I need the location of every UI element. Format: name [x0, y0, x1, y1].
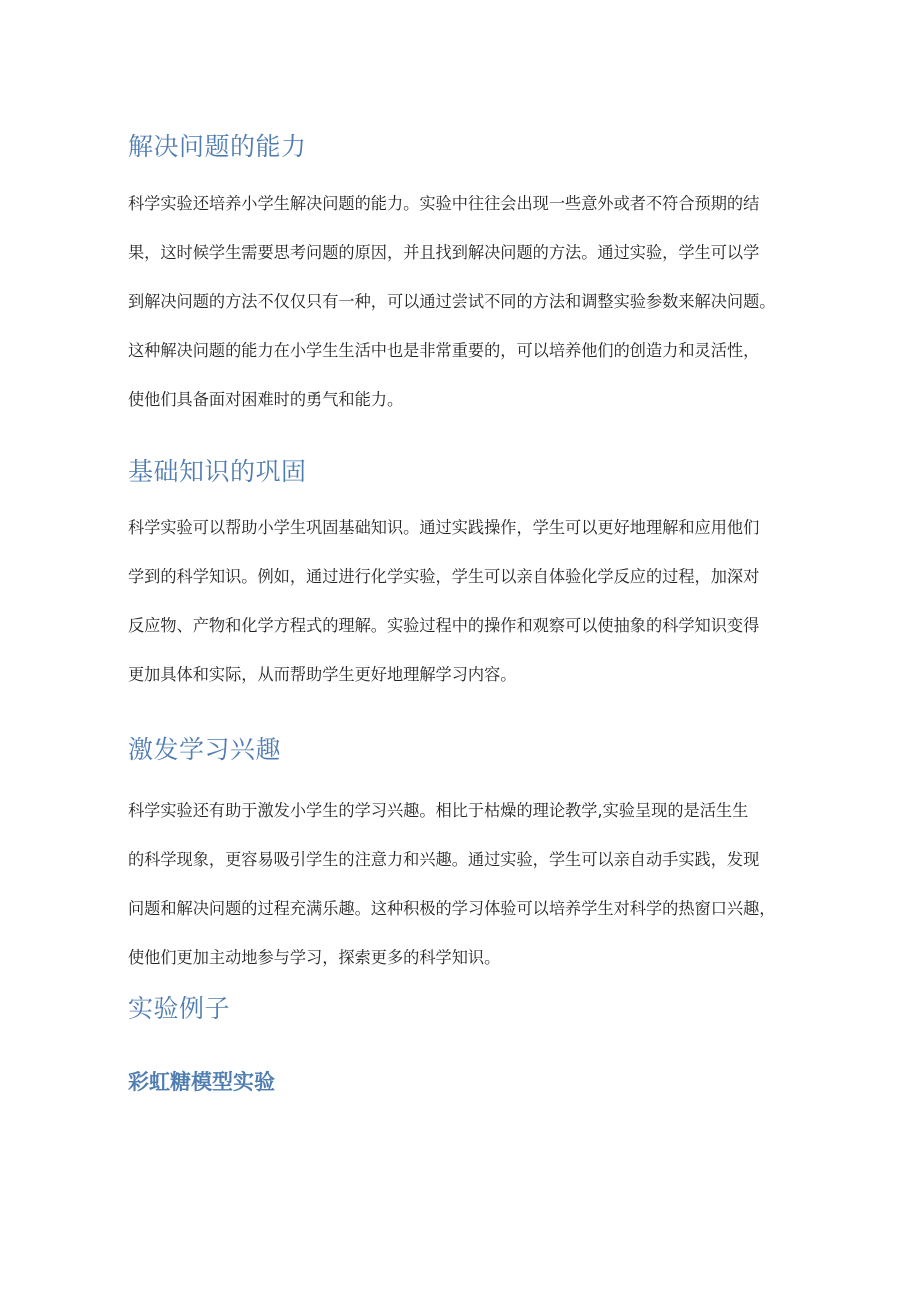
heading-examples: 实验例子: [128, 994, 231, 1023]
paragraph-problem-solving: [128, 179, 808, 424]
paragraph-line: 科学实验还有助于激发小学生的学习兴趣。相比于枯燥的理论教学,实验呈现的是活生生: [128, 801, 749, 820]
heading-problem-solving: 解决问题的能力: [128, 132, 307, 161]
paragraph-line: 更加具体和实际，从而帮助学生更好地理解学习内容。: [128, 665, 517, 684]
paragraph-line: 反应物、产物和化学方程式的理解。实验过程中的操作和观察可以使抽象的科学知识变得: [128, 616, 760, 635]
paragraph-learning-interest: [128, 786, 808, 982]
paragraph-line: 问题和解决问题的过程充满乐趣。这种积极的学习体验可以培养学生对科学的热窗口兴趣，: [128, 899, 776, 918]
heading-basic-knowledge: 基础知识的巩固: [128, 457, 307, 486]
paragraph-line: 到解决问题的方法不仅仅只有一种，可以通过尝试不同的方法和调整实验参数来解决问题。: [128, 292, 776, 311]
paragraph-line: 的科学现象，更容易吸引学生的注意力和兴趣。通过实验，学生可以亲自动手实践，发现: [128, 850, 760, 869]
subheading-rainbow-candy: 彩虹糖模型实验: [128, 1070, 275, 1094]
paragraph-line: 这种解决问题的能力在小学生生活中也是非常重要的，可以培养他们的创造力和灵活性，: [128, 341, 760, 360]
paragraph-line: 学到的科学知识。例如，通过进行化学实验，学生可以亲自体验化学反应的过程，加深对: [128, 567, 760, 586]
heading-learning-interest: 激发学习兴趣: [128, 735, 282, 764]
paragraph-line: 科学实验可以帮助小学生巩固基础知识。通过实践操作，学生可以更好地理解和应用他们: [128, 518, 760, 537]
paragraph-line: 使他们具备面对困难时的勇气和能力。: [128, 390, 404, 409]
paragraph-basic-knowledge: [128, 503, 808, 699]
paragraph-line: 使他们更加主动地参与学习，探索更多的科学知识。: [128, 948, 501, 967]
paragraph-line: 果，这时候学生需要思考问题的原因，并且找到解决问题的方法。通过实验，学生可以学: [128, 243, 760, 262]
paragraph-line: 科学实验还培养小学生解决问题的能力。实验中往往会出现一些意外或者不符合预期的结: [128, 194, 760, 213]
